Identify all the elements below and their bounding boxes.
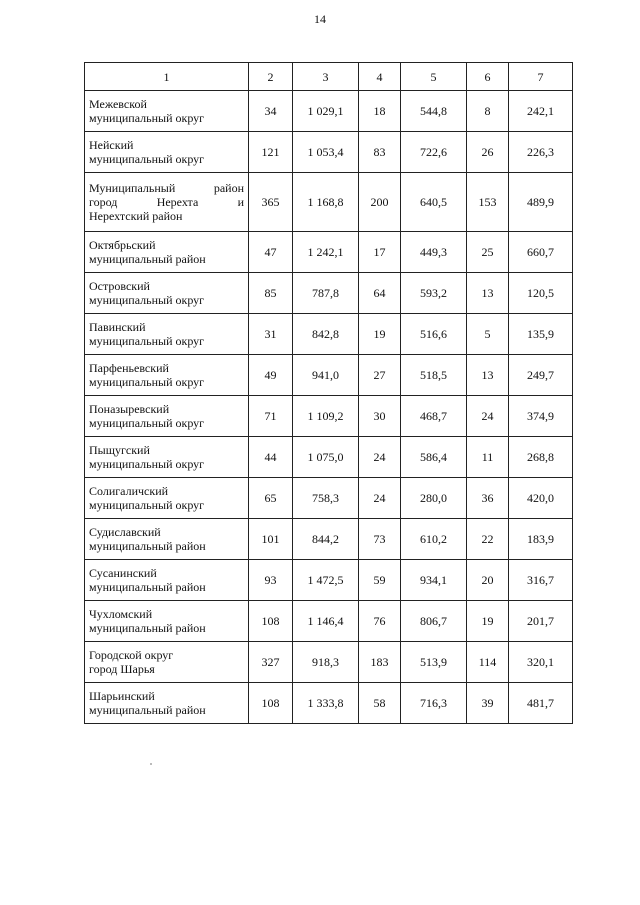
value-cell-col3: 844,2 xyxy=(293,519,359,560)
value-cell-col2: 108 xyxy=(249,601,293,642)
value-cell-col3: 1 242,1 xyxy=(293,232,359,273)
value-cell-col3: 1 146,4 xyxy=(293,601,359,642)
value-cell-col3: 1 109,2 xyxy=(293,396,359,437)
value-cell-col5: 516,6 xyxy=(401,314,467,355)
table-row xyxy=(85,560,573,601)
district-name-line: муниципальный округ xyxy=(89,457,205,471)
value-cell-col5: 586,4 xyxy=(401,437,467,478)
district-name-line: город Шарья xyxy=(89,662,155,676)
value-cell-col4: 19 xyxy=(359,314,401,355)
district-name-line: муниципальный округ xyxy=(89,375,205,389)
value-cell-col6: 26 xyxy=(467,132,509,173)
column-header: 4 xyxy=(359,63,401,91)
value-cell-col4: 183 xyxy=(359,642,401,683)
value-cell-col4: 18 xyxy=(359,91,401,132)
district-name-line: Нерехтский район xyxy=(89,209,183,223)
district-name-line: муниципальный округ xyxy=(89,293,205,307)
value-cell-col6: 19 xyxy=(467,601,509,642)
district-name-cell xyxy=(85,91,249,132)
column-header: 3 xyxy=(293,63,359,91)
column-header: 2 xyxy=(249,63,293,91)
value-cell-col7: 660,7 xyxy=(509,232,573,273)
district-name-cell xyxy=(85,314,249,355)
value-cell-col5: 280,0 xyxy=(401,478,467,519)
district-name-cell xyxy=(85,642,249,683)
value-cell-col4: 24 xyxy=(359,478,401,519)
value-cell-col7: 183,9 xyxy=(509,519,573,560)
value-cell-col2: 47 xyxy=(249,232,293,273)
table-row xyxy=(85,683,573,724)
value-cell-col6: 114 xyxy=(467,642,509,683)
table-row xyxy=(85,173,573,232)
value-cell-col2: 101 xyxy=(249,519,293,560)
district-name-line: муниципальный район xyxy=(89,580,206,594)
value-cell-col6: 25 xyxy=(467,232,509,273)
table-row xyxy=(85,91,573,132)
district-name-cell xyxy=(85,437,249,478)
value-cell-col3: 787,8 xyxy=(293,273,359,314)
value-cell-col4: 27 xyxy=(359,355,401,396)
value-cell-col2: 93 xyxy=(249,560,293,601)
value-cell-col7: 226,3 xyxy=(509,132,573,173)
value-cell-col5: 468,7 xyxy=(401,396,467,437)
column-header: 5 xyxy=(401,63,467,91)
table-row xyxy=(85,273,573,314)
district-name-cell xyxy=(85,232,249,273)
value-cell-col6: 24 xyxy=(467,396,509,437)
value-cell-col6: 20 xyxy=(467,560,509,601)
value-cell-col5: 544,8 xyxy=(401,91,467,132)
value-cell-col7: 242,1 xyxy=(509,91,573,132)
value-cell-col2: 34 xyxy=(249,91,293,132)
district-name-line: Шарьинский xyxy=(89,689,155,703)
data-table xyxy=(84,62,573,724)
district-name-line: Чухломский xyxy=(89,607,153,621)
value-cell-col4: 30 xyxy=(359,396,401,437)
value-cell-col6: 11 xyxy=(467,437,509,478)
value-cell-col2: 71 xyxy=(249,396,293,437)
value-cell-col7: 268,8 xyxy=(509,437,573,478)
value-cell-col5: 610,2 xyxy=(401,519,467,560)
district-name-line: Поназыревский xyxy=(89,402,170,416)
value-cell-col5: 934,1 xyxy=(401,560,467,601)
value-cell-col7: 374,9 xyxy=(509,396,573,437)
district-name-line: муниципальный район xyxy=(89,252,206,266)
district-name-cell xyxy=(85,173,249,232)
district-name-line: муниципальный район xyxy=(89,539,206,553)
district-name-line: Солигаличский xyxy=(89,484,169,498)
value-cell-col3: 1 075,0 xyxy=(293,437,359,478)
value-cell-col2: 365 xyxy=(249,173,293,232)
value-cell-col4: 73 xyxy=(359,519,401,560)
page-number: 14 xyxy=(314,12,326,26)
value-cell-col2: 108 xyxy=(249,683,293,724)
value-cell-col6: 36 xyxy=(467,478,509,519)
district-name-line: Нейский xyxy=(89,138,134,152)
table-row xyxy=(85,314,573,355)
value-cell-col5: 716,3 xyxy=(401,683,467,724)
value-cell-col4: 200 xyxy=(359,173,401,232)
value-cell-col4: 76 xyxy=(359,601,401,642)
table-row xyxy=(85,355,573,396)
district-name-line: муниципальный округ xyxy=(89,111,205,125)
value-cell-col7: 120,5 xyxy=(509,273,573,314)
value-cell-col6: 13 xyxy=(467,355,509,396)
value-cell-col5: 806,7 xyxy=(401,601,467,642)
district-name-cell xyxy=(85,273,249,314)
value-cell-col7: 320,1 xyxy=(509,642,573,683)
district-name-cell xyxy=(85,519,249,560)
value-cell-col4: 58 xyxy=(359,683,401,724)
district-name-line: Октябрьский xyxy=(89,238,156,252)
district-name-line: Городской округ xyxy=(89,648,174,662)
district-name-cell xyxy=(85,560,249,601)
value-cell-col3: 1 053,4 xyxy=(293,132,359,173)
value-cell-col5: 593,2 xyxy=(401,273,467,314)
table-row xyxy=(85,437,573,478)
value-cell-col7: 201,7 xyxy=(509,601,573,642)
value-cell-col4: 64 xyxy=(359,273,401,314)
district-name-line: Муниципальный район xyxy=(89,181,244,195)
district-name-line: Судиславский xyxy=(89,525,161,539)
district-name-line: город Нерехта и xyxy=(89,195,244,209)
district-name-cell xyxy=(85,601,249,642)
value-cell-col7: 249,7 xyxy=(509,355,573,396)
value-cell-col5: 640,5 xyxy=(401,173,467,232)
district-name-line: Парфеньевский xyxy=(89,361,169,375)
district-name-cell xyxy=(85,478,249,519)
district-name-cell xyxy=(85,132,249,173)
district-name-line: Островский xyxy=(89,279,150,293)
column-header: 7 xyxy=(509,63,573,91)
district-name-line: муниципальный район xyxy=(89,621,206,635)
value-cell-col6: 5 xyxy=(467,314,509,355)
district-name-line: муниципальный район xyxy=(89,703,206,717)
value-cell-col5: 449,3 xyxy=(401,232,467,273)
value-cell-col2: 31 xyxy=(249,314,293,355)
value-cell-col6: 153 xyxy=(467,173,509,232)
value-cell-col6: 22 xyxy=(467,519,509,560)
table-row xyxy=(85,132,573,173)
value-cell-col3: 918,3 xyxy=(293,642,359,683)
value-cell-col2: 49 xyxy=(249,355,293,396)
value-cell-col3: 758,3 xyxy=(293,478,359,519)
value-cell-col4: 24 xyxy=(359,437,401,478)
value-cell-col7: 481,7 xyxy=(509,683,573,724)
value-cell-col5: 722,6 xyxy=(401,132,467,173)
value-cell-col2: 327 xyxy=(249,642,293,683)
value-cell-col6: 39 xyxy=(467,683,509,724)
district-name-cell xyxy=(85,396,249,437)
table-row xyxy=(85,232,573,273)
value-cell-col3: 1 472,5 xyxy=(293,560,359,601)
value-cell-col2: 44 xyxy=(249,437,293,478)
table-row xyxy=(85,396,573,437)
value-cell-col6: 13 xyxy=(467,273,509,314)
value-cell-col3: 1 029,1 xyxy=(293,91,359,132)
header-row xyxy=(85,63,573,91)
district-name-cell xyxy=(85,355,249,396)
value-cell-col7: 489,9 xyxy=(509,173,573,232)
value-cell-col3: 941,0 xyxy=(293,355,359,396)
district-name-line: Пыщугский xyxy=(89,443,150,457)
value-cell-col5: 513,9 xyxy=(401,642,467,683)
value-cell-col4: 17 xyxy=(359,232,401,273)
value-cell-col3: 842,8 xyxy=(293,314,359,355)
value-cell-col7: 135,9 xyxy=(509,314,573,355)
table-row xyxy=(85,478,573,519)
value-cell-col7: 316,7 xyxy=(509,560,573,601)
district-name-line: муниципальный округ xyxy=(89,416,205,430)
table-row xyxy=(85,519,573,560)
value-cell-col2: 85 xyxy=(249,273,293,314)
column-header: 6 xyxy=(467,63,509,91)
district-name-line: муниципальный округ xyxy=(89,152,205,166)
district-name-cell xyxy=(85,683,249,724)
value-cell-col7: 420,0 xyxy=(509,478,573,519)
district-name-line: Павинский xyxy=(89,320,146,334)
value-cell-col2: 65 xyxy=(249,478,293,519)
value-cell-col5: 518,5 xyxy=(401,355,467,396)
district-name-line: муниципальный округ xyxy=(89,498,205,512)
district-name-line: Сусанинский xyxy=(89,566,157,580)
scan-speck xyxy=(150,763,152,765)
value-cell-col6: 8 xyxy=(467,91,509,132)
value-cell-col4: 83 xyxy=(359,132,401,173)
district-name-line: муниципальный округ xyxy=(89,334,205,348)
value-cell-col3: 1 168,8 xyxy=(293,173,359,232)
column-header: 1 xyxy=(85,63,249,91)
table-row xyxy=(85,601,573,642)
value-cell-col4: 59 xyxy=(359,560,401,601)
table-row xyxy=(85,642,573,683)
district-name-line: Межевской xyxy=(89,97,147,111)
value-cell-col2: 121 xyxy=(249,132,293,173)
value-cell-col3: 1 333,8 xyxy=(293,683,359,724)
